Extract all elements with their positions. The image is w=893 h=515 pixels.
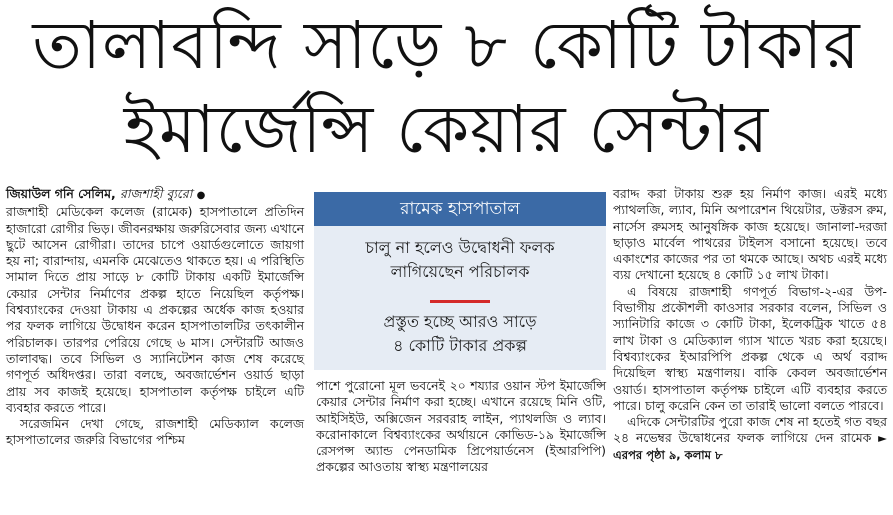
callout-subtitle-line-1: চালু না হলেও উদ্বোধনী ফলক <box>365 238 555 257</box>
byline-author: জিয়াউল গনি সেলিম, <box>6 186 116 201</box>
callout-subtitle <box>314 236 606 284</box>
right-paragraph-3-text: এদিকে সেন্টারটির পুরো কাজ শেষ না হতেই গত বছর ২৪ নভেম্বর উদ্বোধনের ফলক লাগিয়ে দেন রামেক <box>613 414 887 446</box>
article-column-middle <box>316 378 606 476</box>
right-paragraph-2: এ বিষয়ে রাজশাহী গণপূর্ত বিভাগ-২-এর উপ-বিভাগীয় প্রকৌশলী কাওসার সরকার বলেন, সিভিল ও স্যানিটারি কাজে ৩ কোটি টাকা, ইলেকট্রিক খাতে ৫৪ লাখ টাকা ও মেডিক্যাল গ্যাস খাতে খরচ করা হয়েছে। বিশ্বব্যাংকের ইআরপিপি প্রকল্প থেকে এ অর্থ বরাদ্দ দিয়েছিল স্বাস্থ্য মন্ত্রণালয়। বাকি কেবল অবজার্ভেশন ওয়ার্ড। হাসপাতাল কর্তৃপক্ষ চাইলে এটি ব্যবহার করতে পারে। চালু করেনি কেন তা তারাই ভালো বলতে পারবে। <box>613 283 887 413</box>
middle-paragraph: পাশে পুরোনো মূল ভবনেই ২০ শয্যার ওয়ান স্টপ ইমার্জেন্সি কেয়ার সেন্টার নির্মাণ করা হচ্ছে। এখানে রয়েছে মিনি ওটি, আইসিইউ, অক্সিজেন সরবরাহ লাইন, প্যাথলজি ও ল্যাব। করোনাকালে বিশ্বব্যাংকের অর্থায়নে কোভিড-১৯ ইমার্জেন্সি রেসপন্স অ্যান্ড পেনডামিক প্রিপেয়ার্ডনেস (ইআরপিপি) প্রকল্পের আওতায় স্বাস্থ্য মন্ত্রণালয়ের <box>316 378 606 475</box>
callout-subtitle-line-2: লাগিয়েছেন পরিচালক <box>390 262 530 281</box>
callout-main-line-2: ৪ কোটি টাকার প্রকল্প <box>393 336 527 355</box>
right-paragraph-3 <box>613 414 887 463</box>
byline-bureau: রাজশাহী ব্যুরো <box>120 186 193 201</box>
headline <box>0 4 893 172</box>
right-paragraph-1: বরাদ্দ করা টাকায় শুরু হয় নির্মাণ কাজ। এরই মধ্যে প্যাথলজি, ল্যাব, মিনি অপারেশন থিয়েটার, ডক্টরস রুম, নার্সেস রুমসহ আনুষঙ্গিক কাজ হয়েছে। জানালা-দরজা ছাড়াও মার্বেল পাথরের টাইলস বসানো হয়েছে। তবে একাংশের কাজের পর তা থমকে আছে। অথচ এরই মধ্যে ব্যয় দেখানো হয়েছে ৪ কোটি ১৫ লাখ টাকা। <box>613 186 887 283</box>
byline <box>6 186 304 204</box>
bullet-dot-icon: ● <box>196 190 206 201</box>
callout-title: রামেক হাসপাতাল <box>314 192 606 226</box>
callout-main <box>314 310 606 358</box>
headline-line-1: তালাবন্দি সাড়ে ৮ কোটি টাকার <box>32 7 861 84</box>
article-column-left <box>6 186 304 449</box>
headline-line-2: ইমার্জেন্সি কেয়ার সেন্টার <box>123 91 770 168</box>
callout-main-line-1: প্রস্তুত হচ্ছে আরও সাড়ে <box>383 312 537 331</box>
callout-divider <box>430 300 490 303</box>
callout-box <box>314 192 606 370</box>
continuation-link[interactable]: ► এরপর পৃষ্ঠা ৯, কলাম ৮ <box>613 431 887 462</box>
left-paragraph-2: সরেজমিন দেখা গেছে, রাজশাহী মেডিক্যাল কলেজ হাসপাতালের জরুরি বিভাগের পশ্চিম <box>6 416 304 448</box>
left-paragraph-1: রাজশাহী মেডিকেল কলেজ (রামেক) হাসপাতালে প্রতিদিন হাজারো রোগীর ভিড়। জীবনরক্ষায় জরুরিসেবার জন্য এখানে ছুটে আসেন রোগীরা। তাদের চাপে ওয়ার্ডগুলোতে জায়গা হয় না; বারান্দায়, এমনকি মেঝেতেও থাকতে হয়। এ পরিস্থিতি সামাল দিতে প্রায় সাড়ে ৮ কোটি টাকায় একটি ইমার্জেন্সি কেয়ার সেন্টার নির্মাণের প্রকল্প হাতে নিয়েছিল কর্তৃপক্ষ। বিশ্বব্যাংকের দেওয়া টাকায় এ প্রকল্পের অর্ধেক কাজ হওয়ার পর ফলক লাগিয়ে উদ্বোধন করেন হাসপাতালটির তৎকালীন পরিচালক। তারপর পেরিয়ে গেছে ৬ মাস। সেন্টারটি আজও তালাবদ্ধ। তবে সিভিল ও স্যানিটেশন কাজ শেষ করেছে গণপূর্ত অধিদপ্তর। তারা বলছে, অবজার্ভেশন ওয়ার্ড ছাড়া প্রায় সব কাজই হয়েছে। হাসপাতাল কর্তৃপক্ষ চাইলে এটি ব্যবহার করতে পারে। <box>6 204 304 415</box>
article-column-right <box>613 186 887 463</box>
